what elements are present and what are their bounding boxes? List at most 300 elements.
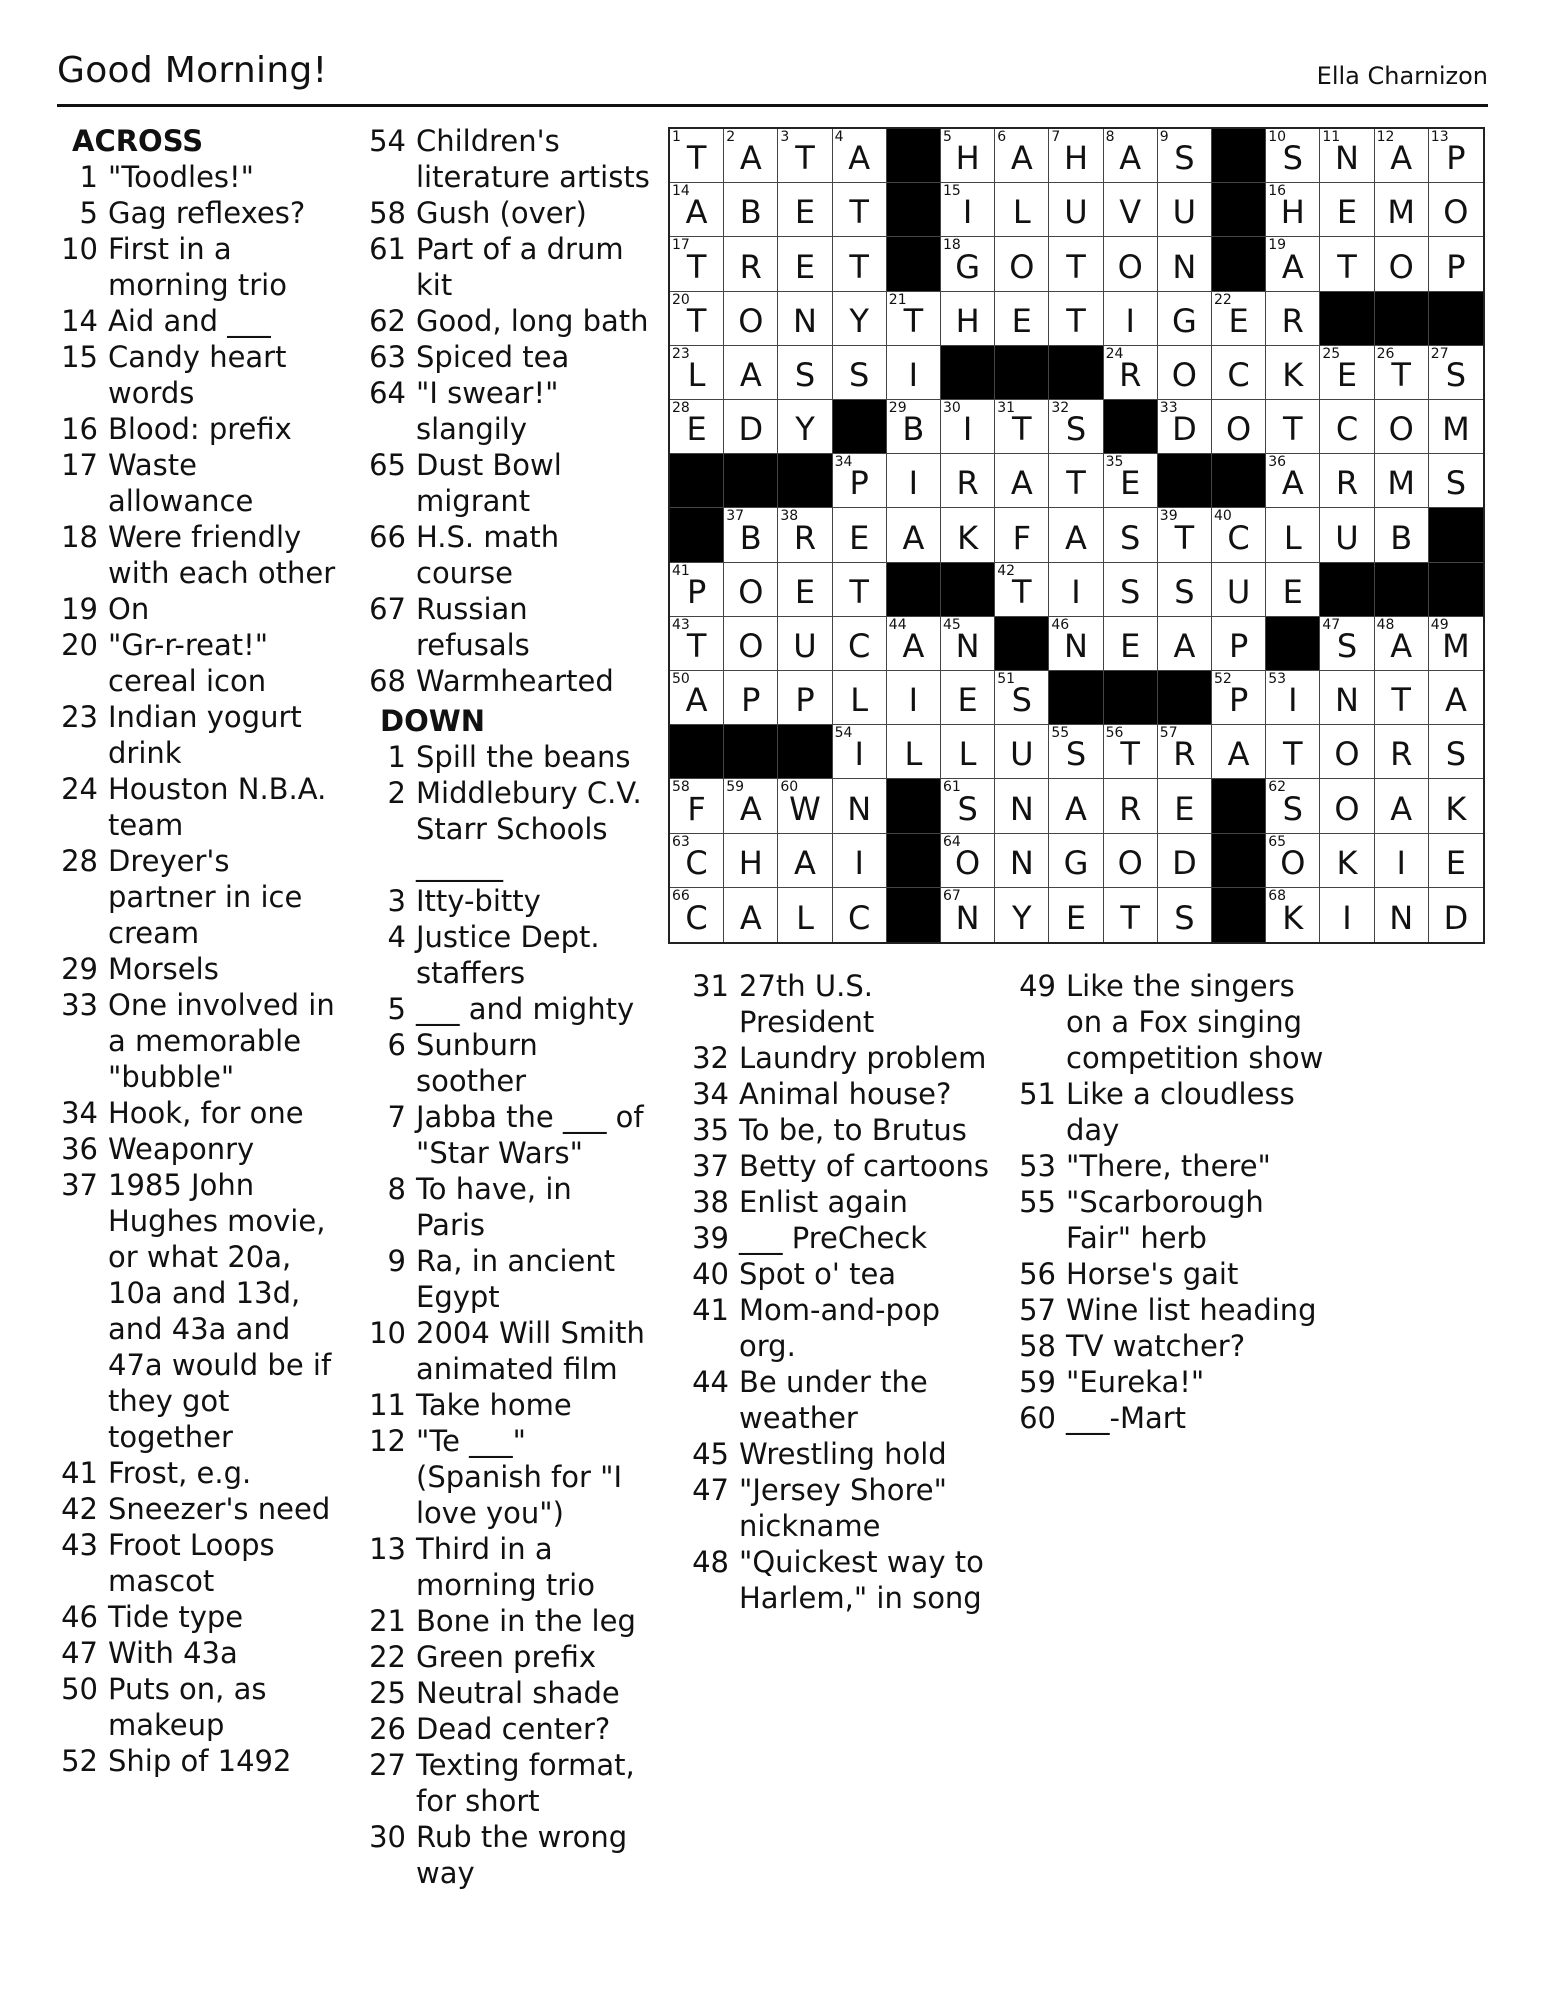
clue-item[interactable]: [360, 991, 650, 1027]
clue-item[interactable]: [52, 951, 342, 987]
grid-cell[interactable]: [941, 671, 995, 725]
grid-cell[interactable]: [778, 346, 832, 400]
cell-letter: I: [962, 193, 973, 232]
clue-item[interactable]: [1010, 1328, 1330, 1364]
grid-cell[interactable]: [1320, 183, 1374, 237]
grid-cell[interactable]: [833, 129, 887, 183]
grid-cell[interactable]: [1429, 454, 1483, 508]
cell-letter: T: [1120, 898, 1140, 937]
grid-cell[interactable]: [1266, 725, 1320, 779]
grid-cell[interactable]: [1320, 237, 1374, 291]
clue-item[interactable]: [683, 1148, 1003, 1184]
grid-cell[interactable]: [778, 563, 832, 617]
grid-cell[interactable]: [1429, 237, 1483, 291]
grid-cell[interactable]: [1266, 183, 1320, 237]
grid-cell[interactable]: [1266, 888, 1320, 942]
grid-cell[interactable]: [778, 292, 832, 346]
grid-cell[interactable]: [724, 779, 778, 833]
grid-cell[interactable]: [724, 671, 778, 725]
grid-cell[interactable]: [670, 129, 724, 183]
grid-cell[interactable]: [1375, 725, 1429, 779]
grid-cell[interactable]: [995, 508, 1049, 562]
grid-cell[interactable]: [887, 508, 941, 562]
grid-cell[interactable]: [1049, 888, 1103, 942]
grid-cell[interactable]: [995, 563, 1049, 617]
grid-cell[interactable]: [1049, 183, 1103, 237]
grid-cell[interactable]: [1158, 292, 1212, 346]
grid-cell[interactable]: [778, 183, 832, 237]
grid-cell[interactable]: [833, 563, 887, 617]
clue-item[interactable]: [52, 1095, 342, 1131]
clue-item[interactable]: [683, 968, 1003, 1040]
clue-item[interactable]: [360, 1099, 650, 1171]
grid-cell[interactable]: [833, 671, 887, 725]
clue-item[interactable]: [360, 1243, 650, 1315]
grid-cell[interactable]: [887, 725, 941, 779]
grid-cell[interactable]: [778, 617, 832, 671]
grid-cell[interactable]: [1375, 888, 1429, 942]
grid-cell[interactable]: [995, 183, 1049, 237]
grid-cell[interactable]: [1320, 671, 1374, 725]
grid-cell[interactable]: [1375, 508, 1429, 562]
clue-item[interactable]: [52, 519, 342, 591]
clue-item[interactable]: [52, 1599, 342, 1635]
clue-item[interactable]: [360, 195, 650, 231]
cell-letter: O: [1334, 789, 1360, 828]
grid-cell[interactable]: [995, 454, 1049, 508]
clue-item[interactable]: [683, 1472, 1003, 1544]
grid-cell[interactable]: [778, 834, 832, 888]
grid-cell[interactable]: [1375, 671, 1429, 725]
grid-cell[interactable]: [670, 400, 724, 454]
grid-cell[interactable]: [670, 563, 724, 617]
cell-letter: L: [1283, 518, 1302, 557]
grid-cell[interactable]: [1158, 129, 1212, 183]
clue-item[interactable]: [360, 1747, 650, 1819]
clue-item[interactable]: [360, 663, 650, 699]
clue-item[interactable]: [360, 1819, 650, 1891]
grid-cell[interactable]: [1375, 237, 1429, 291]
cell-letter: T: [1012, 572, 1032, 611]
grid-cell[interactable]: [778, 400, 832, 454]
clue-item[interactable]: [52, 447, 342, 519]
grid-cell[interactable]: [1104, 888, 1158, 942]
grid-cell[interactable]: [1320, 617, 1374, 671]
cell-letter: E: [1445, 843, 1466, 882]
clue-item[interactable]: [52, 987, 342, 1095]
grid-cell[interactable]: [1320, 888, 1374, 942]
clue-item[interactable]: [52, 159, 342, 195]
grid-cell[interactable]: [724, 888, 778, 942]
grid-cell[interactable]: [1266, 129, 1320, 183]
grid-cell[interactable]: [833, 725, 887, 779]
grid-cell[interactable]: [941, 400, 995, 454]
grid-cell[interactable]: [1320, 400, 1374, 454]
clue-item[interactable]: [52, 1491, 342, 1527]
clue-item[interactable]: [360, 519, 650, 591]
clue-item[interactable]: [360, 123, 650, 195]
clue-item[interactable]: [360, 339, 650, 375]
clue-item[interactable]: [683, 1220, 1003, 1256]
grid-cell[interactable]: [833, 779, 887, 833]
clue-item[interactable]: [52, 1671, 342, 1743]
cell-letter: R: [1119, 789, 1142, 828]
grid-cell[interactable]: [1320, 346, 1374, 400]
clue-text: Dead center?: [416, 1712, 611, 1746]
grid-cell[interactable]: [1429, 183, 1483, 237]
grid-cell[interactable]: [1158, 563, 1212, 617]
grid-cell[interactable]: [1212, 671, 1266, 725]
grid-cell[interactable]: [1375, 346, 1429, 400]
cell-letter: N: [955, 626, 980, 665]
grid-cell[interactable]: [670, 779, 724, 833]
grid-cell[interactable]: [670, 834, 724, 888]
grid-cell[interactable]: [1104, 779, 1158, 833]
grid-cell[interactable]: [1158, 183, 1212, 237]
cell-letter: R: [793, 518, 817, 557]
clue-item[interactable]: [52, 1167, 342, 1455]
grid-cell[interactable]: [1158, 888, 1212, 942]
grid-cell[interactable]: [724, 834, 778, 888]
grid-cell[interactable]: [995, 129, 1049, 183]
clue-item[interactable]: [52, 771, 342, 843]
grid-cell[interactable]: [1104, 834, 1158, 888]
grid-cell[interactable]: [941, 779, 995, 833]
clue-item[interactable]: [360, 591, 650, 663]
grid-block: [1104, 671, 1158, 725]
grid-cell[interactable]: [1375, 129, 1429, 183]
clue-item[interactable]: [683, 1292, 1003, 1364]
grid-cell[interactable]: [1429, 779, 1483, 833]
grid-cell[interactable]: [887, 292, 941, 346]
clue-item[interactable]: [360, 775, 650, 883]
grid-cell[interactable]: [670, 671, 724, 725]
grid-cell[interactable]: [995, 292, 1049, 346]
cell-letter: T: [1066, 247, 1086, 286]
grid-cell[interactable]: [1266, 563, 1320, 617]
clue-item[interactable]: [52, 1635, 342, 1671]
grid-cell[interactable]: [833, 888, 887, 942]
grid-cell[interactable]: [670, 346, 724, 400]
clue-item[interactable]: [683, 1184, 1003, 1220]
cell-letter: S: [1282, 789, 1303, 828]
clue-item[interactable]: [360, 1423, 650, 1531]
clue-item[interactable]: [360, 231, 650, 303]
grid-cell[interactable]: [1320, 508, 1374, 562]
grid-cell[interactable]: [724, 617, 778, 671]
clue-text: Animal house?: [739, 1077, 952, 1111]
clue-item[interactable]: [360, 1315, 650, 1387]
grid-cell[interactable]: [724, 183, 778, 237]
grid-cell[interactable]: [670, 617, 724, 671]
grid-cell[interactable]: [1158, 617, 1212, 671]
grid-cell[interactable]: [941, 834, 995, 888]
clue-item[interactable]: [1010, 1256, 1330, 1292]
clue-number: 38: [692, 1185, 729, 1219]
clue-item[interactable]: [683, 1544, 1003, 1616]
grid-cell[interactable]: [724, 346, 778, 400]
grid-cell[interactable]: [778, 508, 832, 562]
grid-cell[interactable]: [995, 725, 1049, 779]
grid-cell[interactable]: [833, 454, 887, 508]
grid-cell[interactable]: [887, 617, 941, 671]
grid-cell[interactable]: [1158, 400, 1212, 454]
grid-cell[interactable]: [941, 183, 995, 237]
clue-item[interactable]: [52, 699, 342, 771]
grid-cell[interactable]: [1104, 129, 1158, 183]
cell-letter: A: [685, 681, 708, 720]
grid-cell[interactable]: [1104, 346, 1158, 400]
clue-item[interactable]: [1010, 1400, 1330, 1436]
grid-cell[interactable]: [833, 237, 887, 291]
grid-cell[interactable]: [724, 237, 778, 291]
clue-number: 50: [61, 1672, 98, 1706]
grid-cell[interactable]: [1375, 183, 1429, 237]
clue-item[interactable]: [52, 195, 342, 231]
grid-cell[interactable]: [1158, 508, 1212, 562]
clue-item[interactable]: [52, 1743, 342, 1779]
grid-cell[interactable]: [1212, 725, 1266, 779]
grid-cell[interactable]: [1104, 454, 1158, 508]
clue-item[interactable]: [52, 411, 342, 447]
clue-item[interactable]: [52, 1527, 342, 1599]
grid-cell[interactable]: [670, 237, 724, 291]
clue-item[interactable]: [1010, 1184, 1330, 1256]
cell-letter: A: [1227, 735, 1250, 774]
clue-item[interactable]: [360, 303, 650, 339]
clue-item[interactable]: [1010, 1076, 1330, 1148]
clue-item[interactable]: [360, 1603, 650, 1639]
grid-cell[interactable]: [670, 183, 724, 237]
clue-item[interactable]: [1010, 1148, 1330, 1184]
grid-cell[interactable]: [724, 400, 778, 454]
grid-cell[interactable]: [1104, 617, 1158, 671]
grid-cell[interactable]: [1049, 129, 1103, 183]
cell-letter: O: [1388, 247, 1414, 286]
clue-text: Sunburn soother: [416, 1028, 538, 1098]
clue-item[interactable]: [683, 1076, 1003, 1112]
grid-cell[interactable]: [1429, 346, 1483, 400]
grid-cell[interactable]: [1375, 400, 1429, 454]
cell-letter: L: [1012, 193, 1031, 232]
clue-item[interactable]: [683, 1040, 1003, 1076]
grid-cell[interactable]: [1320, 725, 1374, 779]
clue-text: Sneezer's need: [108, 1492, 331, 1526]
cell-number: 58: [672, 779, 690, 796]
cell-number: 46: [1051, 616, 1070, 633]
grid-cell[interactable]: [1429, 617, 1483, 671]
grid-cell[interactable]: [1266, 454, 1320, 508]
clue-item[interactable]: [52, 303, 342, 339]
grid-cell[interactable]: [1049, 400, 1103, 454]
grid-cell[interactable]: [724, 563, 778, 617]
grid-cell[interactable]: [1049, 834, 1103, 888]
grid-cell[interactable]: [1375, 779, 1429, 833]
grid-cell[interactable]: [833, 346, 887, 400]
clue-number: 57: [1019, 1293, 1056, 1327]
clue-item[interactable]: [683, 1112, 1003, 1148]
grid-cell[interactable]: [833, 183, 887, 237]
clue-item[interactable]: [360, 919, 650, 991]
clue-item[interactable]: [360, 739, 650, 775]
grid-block: [995, 617, 1049, 671]
clue-item[interactable]: [360, 447, 650, 519]
grid-cell[interactable]: [1104, 237, 1158, 291]
clue-item[interactable]: [683, 1256, 1003, 1292]
grid-cell[interactable]: [1429, 400, 1483, 454]
clue-item[interactable]: [360, 1027, 650, 1099]
grid-cell[interactable]: [1320, 129, 1374, 183]
grid-cell[interactable]: [778, 888, 832, 942]
clue-item[interactable]: [360, 375, 650, 447]
clue-item[interactable]: [360, 1171, 650, 1243]
grid-cell[interactable]: [995, 834, 1049, 888]
grid-cell[interactable]: [1158, 779, 1212, 833]
grid-cell[interactable]: [1104, 292, 1158, 346]
clue-number: 29: [61, 952, 98, 986]
grid-cell[interactable]: [941, 888, 995, 942]
grid-cell[interactable]: [1104, 563, 1158, 617]
grid-cell[interactable]: [1320, 779, 1374, 833]
grid-cell[interactable]: [941, 508, 995, 562]
grid-cell[interactable]: [670, 888, 724, 942]
grid-cell[interactable]: [1212, 346, 1266, 400]
clue-item[interactable]: [360, 1639, 650, 1675]
grid-cell[interactable]: [1266, 671, 1320, 725]
grid-block: [1212, 183, 1266, 237]
grid-cell[interactable]: [887, 346, 941, 400]
cell-letter: T: [686, 139, 707, 178]
grid-cell[interactable]: [941, 454, 995, 508]
grid-cell[interactable]: [1320, 834, 1374, 888]
grid-cell[interactable]: [995, 779, 1049, 833]
grid-cell[interactable]: [1158, 346, 1212, 400]
grid-cell[interactable]: [1429, 888, 1483, 942]
grid-cell[interactable]: [1429, 725, 1483, 779]
grid-cell[interactable]: [1212, 508, 1266, 562]
grid-cell[interactable]: [1320, 454, 1374, 508]
clue-item[interactable]: [52, 231, 342, 303]
clue-item[interactable]: [52, 627, 342, 699]
clue-item[interactable]: [360, 1531, 650, 1603]
grid-cell[interactable]: [1375, 617, 1429, 671]
clue-item[interactable]: [1010, 1364, 1330, 1400]
grid-cell[interactable]: [941, 292, 995, 346]
grid-cell[interactable]: [724, 129, 778, 183]
grid-cell[interactable]: [1049, 454, 1103, 508]
clue-number: 10: [61, 232, 98, 266]
cell-letter: G: [1171, 301, 1197, 340]
grid-cell[interactable]: [1049, 508, 1103, 562]
grid-cell[interactable]: [1049, 563, 1103, 617]
grid-cell[interactable]: [941, 237, 995, 291]
grid-cell[interactable]: [887, 400, 941, 454]
grid-cell[interactable]: [995, 400, 1049, 454]
grid-cell[interactable]: [1375, 454, 1429, 508]
grid-cell[interactable]: [1429, 129, 1483, 183]
grid-cell[interactable]: [1212, 563, 1266, 617]
grid-cell[interactable]: [778, 779, 832, 833]
clue-number: 54: [369, 124, 406, 158]
grid-cell[interactable]: [1375, 834, 1429, 888]
cell-letter: K: [1282, 355, 1304, 394]
grid-cell[interactable]: [1049, 617, 1103, 671]
grid-cell[interactable]: [1266, 292, 1320, 346]
grid-cell[interactable]: [1049, 292, 1103, 346]
grid-cell[interactable]: [833, 508, 887, 562]
grid-cell[interactable]: [941, 129, 995, 183]
grid-cell[interactable]: [1266, 346, 1320, 400]
grid-cell[interactable]: [941, 725, 995, 779]
grid-cell[interactable]: [833, 834, 887, 888]
grid-cell[interactable]: [1049, 237, 1103, 291]
clue-item[interactable]: [360, 1387, 650, 1423]
cell-letter: I: [854, 843, 864, 882]
grid-cell[interactable]: [1212, 292, 1266, 346]
grid-cell[interactable]: [1158, 725, 1212, 779]
grid-cell[interactable]: [995, 237, 1049, 291]
grid-cell[interactable]: [724, 292, 778, 346]
grid-cell[interactable]: [941, 617, 995, 671]
grid-cell[interactable]: [778, 237, 832, 291]
grid-cell[interactable]: [1266, 400, 1320, 454]
grid-cell[interactable]: [1158, 237, 1212, 291]
grid-cell[interactable]: [1104, 183, 1158, 237]
grid-cell[interactable]: [778, 129, 832, 183]
clue-item[interactable]: [52, 843, 342, 951]
clue-item[interactable]: [52, 1131, 342, 1167]
clue-item[interactable]: [683, 1436, 1003, 1472]
grid-cell[interactable]: [887, 454, 941, 508]
clue-item[interactable]: [52, 339, 342, 411]
grid-cell[interactable]: [995, 888, 1049, 942]
clue-text: Puts on, as makeup: [108, 1672, 267, 1742]
grid-cell[interactable]: [833, 292, 887, 346]
grid-cell[interactable]: [833, 617, 887, 671]
grid-cell[interactable]: [1212, 400, 1266, 454]
clue-item[interactable]: [683, 1364, 1003, 1436]
clue-item[interactable]: [52, 1455, 342, 1491]
grid-cell[interactable]: [1429, 834, 1483, 888]
grid-cell[interactable]: [1049, 779, 1103, 833]
clue-item[interactable]: [52, 591, 342, 627]
grid-cell[interactable]: [1266, 779, 1320, 833]
cell-letter: A: [1390, 626, 1413, 665]
clue-item[interactable]: [360, 883, 650, 919]
clue-text: Rub the wrong way: [416, 1820, 628, 1890]
grid-cell[interactable]: [1104, 508, 1158, 562]
clue-item[interactable]: [1010, 1292, 1330, 1328]
cell-letter: M: [1387, 193, 1415, 232]
grid-cell[interactable]: [995, 671, 1049, 725]
grid-cell[interactable]: [1429, 671, 1483, 725]
cell-number: 60: [780, 779, 799, 796]
clue-item[interactable]: [360, 1711, 650, 1747]
clue-item[interactable]: [360, 1675, 650, 1711]
grid-cell[interactable]: [1212, 617, 1266, 671]
grid-cell[interactable]: [1266, 834, 1320, 888]
grid-cell[interactable]: [1158, 834, 1212, 888]
grid-cell[interactable]: [1266, 237, 1320, 291]
grid-cell[interactable]: [1104, 725, 1158, 779]
grid-cell[interactable]: [670, 292, 724, 346]
grid-cell[interactable]: [1266, 508, 1320, 562]
grid-cell[interactable]: [724, 508, 778, 562]
grid-cell[interactable]: [778, 671, 832, 725]
grid-cell[interactable]: [1049, 725, 1103, 779]
clue-item[interactable]: [1010, 968, 1330, 1076]
grid-cell[interactable]: [887, 671, 941, 725]
